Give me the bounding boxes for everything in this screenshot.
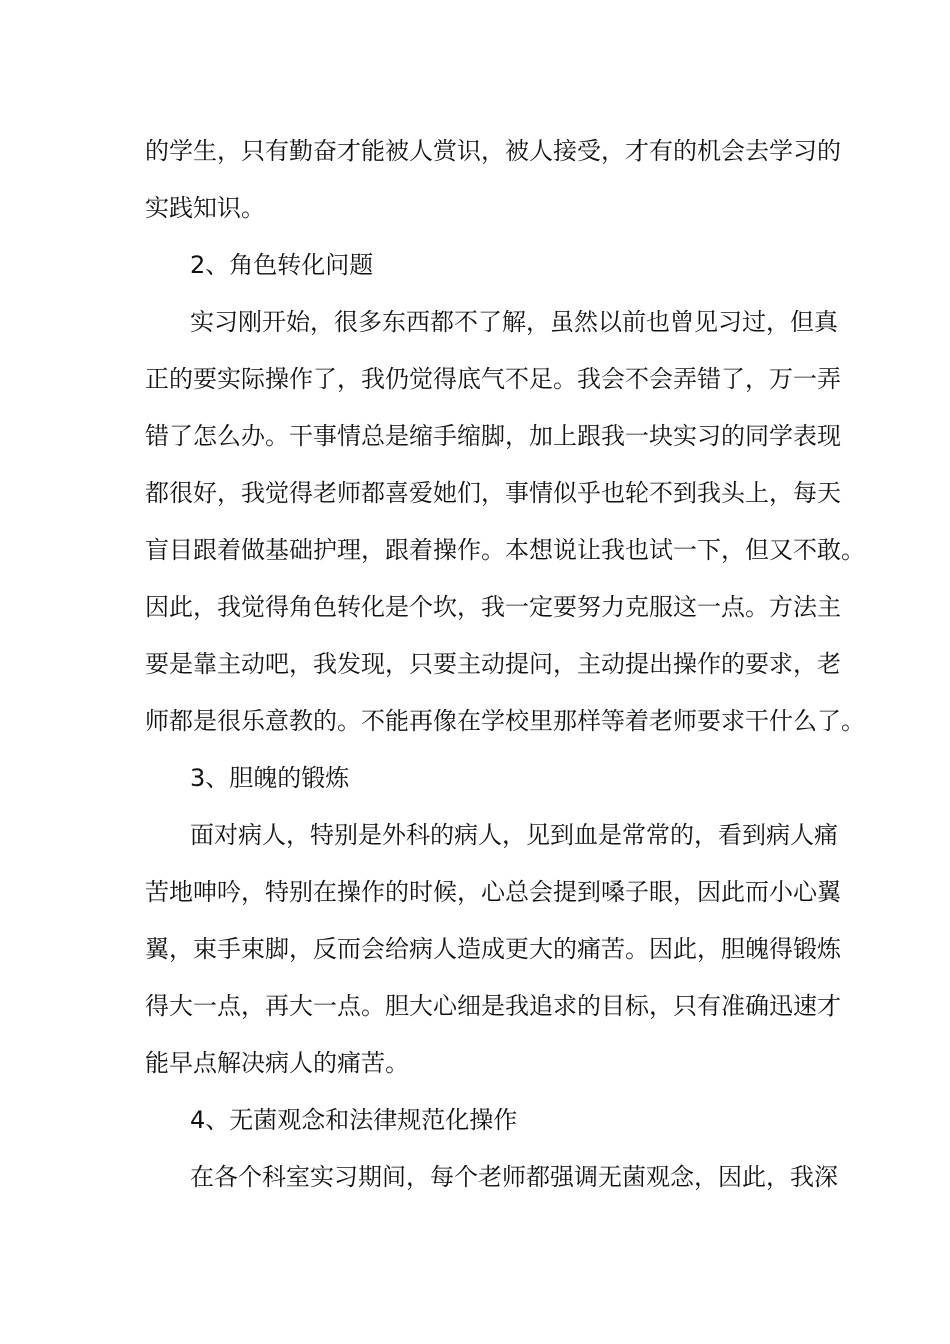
paragraph-3-line-3: 翼，束手束脚，反而会给病人造成更大的痛苦。因此，胆魄得锻炼 <box>145 935 841 963</box>
paragraph-2-line-1: 实习刚开始，很多东西都不了解，虽然以前也曾见习过，但真 <box>190 308 838 336</box>
paragraph-3-line-1: 面对病人，特别是外科的病人，见到血是常常的，看到病人痛 <box>190 821 838 849</box>
paragraph-2-line-2: 正的要实际操作了，我仍觉得底气不足。我会不会弄错了，万一弄 <box>145 365 841 393</box>
paragraph-2-line-5: 盲目跟着做基础护理，跟着操作。本想说让我也试一下，但又不敢。 <box>145 536 865 564</box>
paragraph-2-line-7: 要是靠主动吧，我发现，只要主动提问，主动提出操作的要求，老 <box>145 650 841 678</box>
paragraph-3-line-5: 能早点解决病人的痛苦。 <box>145 1049 409 1077</box>
paragraph-3-line-2: 苦地呻吟，特别在操作的时候，心总会提到嗓子眼，因此而小心翼 <box>145 878 841 906</box>
paragraph-2-line-3: 错了怎么办。干事情总是缩手缩脚，加上跟我一块实习的同学表现 <box>145 422 841 450</box>
paragraph-2-line-6: 因此，我觉得角色转化是个坎，我一定要努力克服这一点。方法主 <box>145 593 841 621</box>
paragraph-1-line-1: 的学生，只有勤奋才能被人赏识，被人接受，才有的机会去学习的 <box>145 137 841 165</box>
paragraph-4-line-1: 在各个科室实习期间，每个老师都强调无菌观念，因此，我深 <box>190 1163 838 1191</box>
section-heading-4: 4、无菌观念和法律规范化操作 <box>190 1106 518 1134</box>
paragraph-2-line-8: 师都是很乐意教的。不能再像在学校里那样等着老师要求干什么了。 <box>145 707 865 735</box>
paragraph-1-line-2: 实践知识。 <box>145 194 265 222</box>
section-heading-2: 2、角色转化问题 <box>190 251 374 279</box>
paragraph-3-line-4: 得大一点，再大一点。胆大心细是我追求的目标，只有准确迅速才 <box>145 992 841 1020</box>
section-heading-3: 3、胆魄的锻炼 <box>190 764 350 792</box>
paragraph-2-line-4: 都很好，我觉得老师都喜爱她们，事情似乎也轮不到我头上，每天 <box>145 479 841 507</box>
